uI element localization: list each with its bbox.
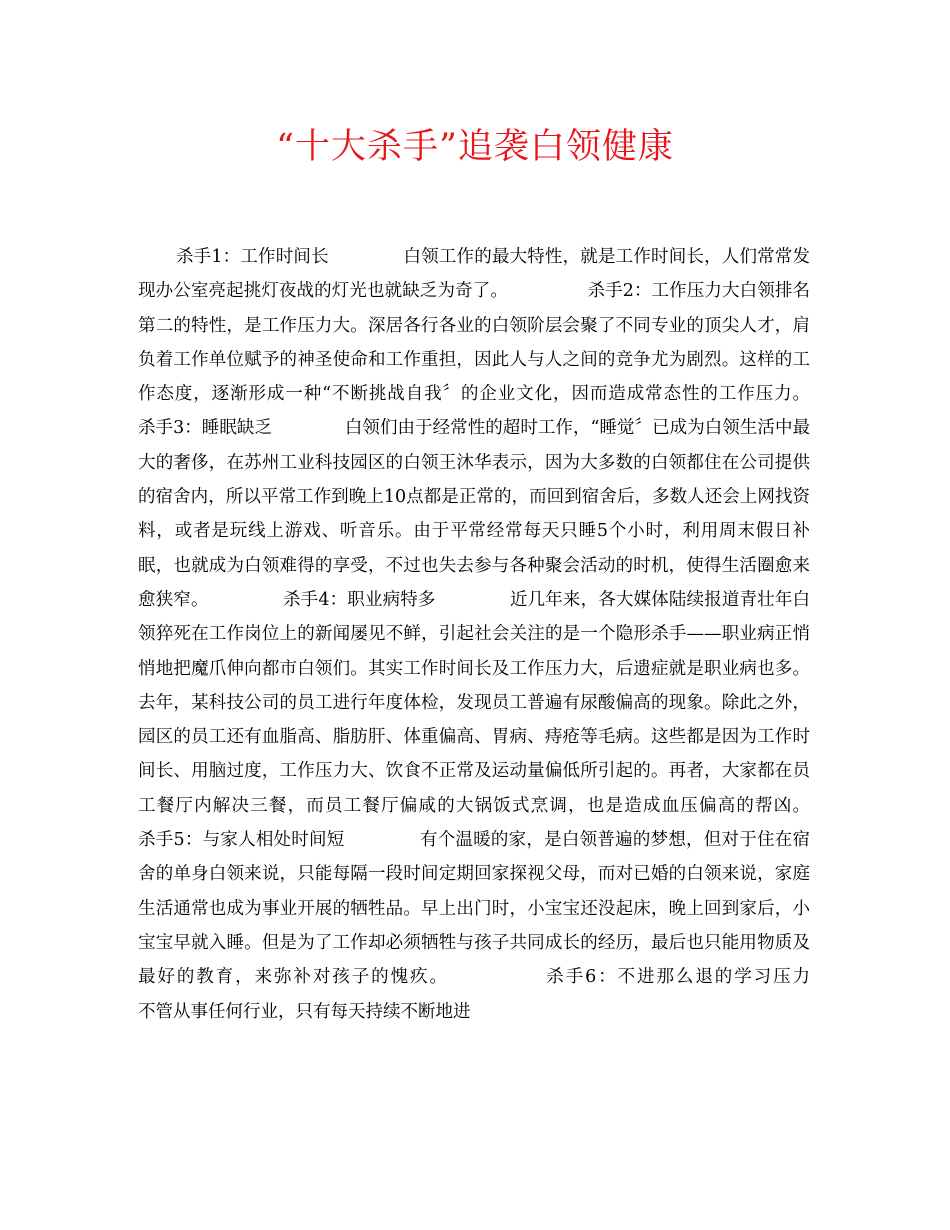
document-title: “十大杀手”追袭白领健康 [276,127,674,167]
document-body-paragraph: 杀手1：工作时间长 白领工作的最大特性，就是工作时间长，人们常常发现办公室亮起挑灯夜战的灯光也就缺乏为奇了。 杀手2：工作压力大白领排名第二的特性，是工作压力大。深居各行各业的白领阶层会聚了不同专业的顶尖人才，肩负着工作单位赋予的神圣使命和工作重担，因此人与人之间的竞争尤为剧烈。这样的工作态度，逐渐形成一种“不断挑战自我〞的企业文化，因而造成常态性的工作压力。 杀手3：睡眠缺乏 白领们由于经常性的超时工作，“睡觉〞已成为白领生活中最大的奢侈，在苏州工业科技园区的白领王沐华表示，因为大多数的白领都住在公司提供的宿舍内，所以平常工作到晚上10点都是正常的，而回到宿舍后，多数人还会上网找资料，或者是玩线上游戏、听音乐。由于平常经常每天只睡5个小时，利用周末假日补眠，也就成为白领难得的享受，不过也失去参与各种聚会活动的时机，使得生活圈愈来愈狭窄。 杀手4：职业病特多 近几年来，各大媒体陆续报道青壮年白领猝死在工作岗位上的新闻屡见不鲜，引起社会关注的是一个隐形杀手——职业病正悄悄地把魔爪伸向都市白领们。其实工作时间长及工作压力大，后遗症就是职业病也多。去年，某科技公司的员工进行年度体检，发现员工普遍有尿酸偏高的现象。除此之外，园区的员工还有血脂高、脂肪肝、体重偏高、胃病、痔疮等毛病。这些都是因为工作时间长、用脑过度，工作压力大、饮食不正常及运动量偏低所引起的。再者，大家都在员工餐厅内解决三餐，而员工餐厅偏咸的大锅饭式烹调，也是造成血压偏高的帮凶。 杀手5：与家人相处时间短 有个温暖的家，是白领普遍的梦想，但对于住在宿舍的单身白领来说，只能每隔一段时间定期回家探视父母，而对已婚的白领来说，家庭生活通常也成为事业开展的牺牲品。早上出门时，小宝宝还没起床，晚上回到家后，小宝宝早就入睡。但是为了工作却必须牺牲与孩子共同成长的经历，最后也只能用物质及最好的教育，来弥补对孩子的愧疚。 杀手6：不进那么退的学习压力 不管从事任何行业，只有每天持续不断地进 [138,247,883,1022]
